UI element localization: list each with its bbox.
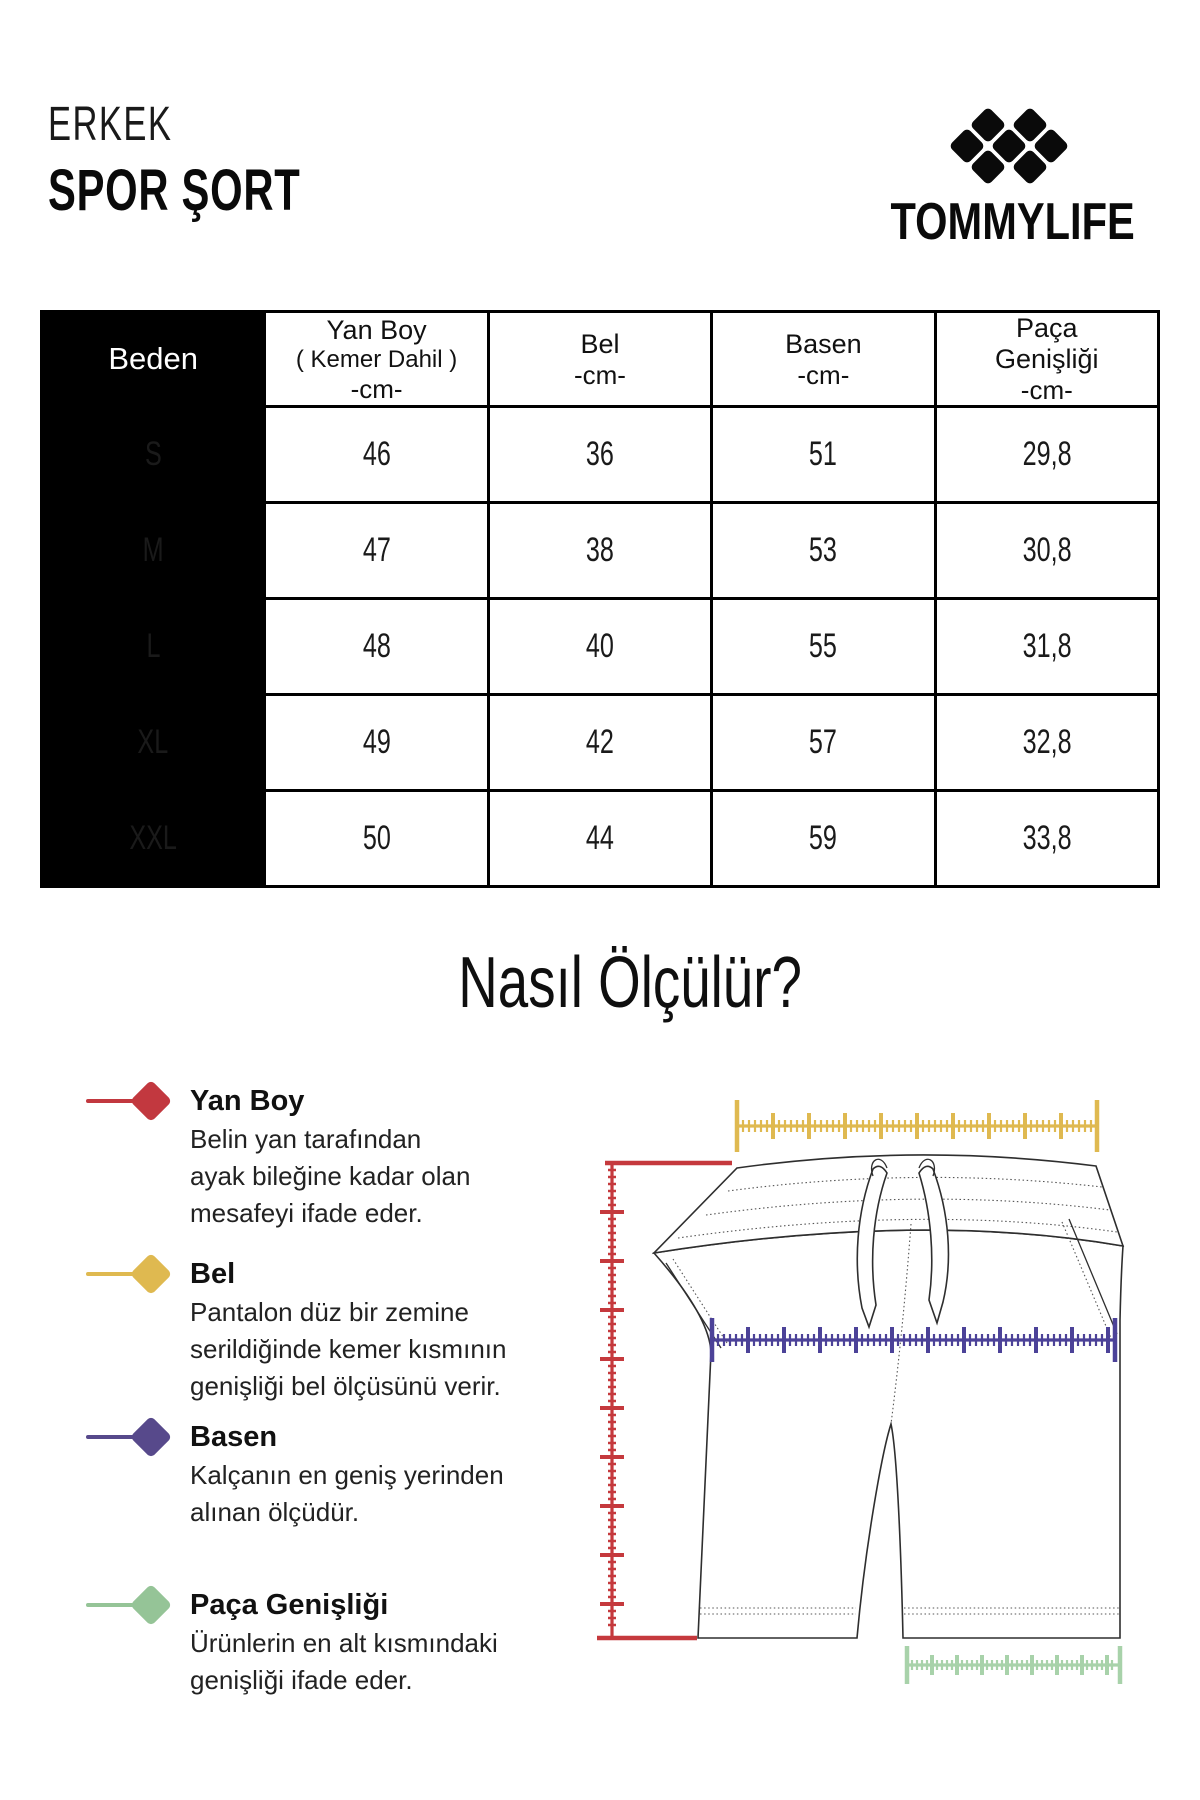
- bel-value: 40: [488, 599, 711, 695]
- paca-value: 32,8: [935, 695, 1158, 791]
- table-row: [42, 599, 1159, 695]
- bel-diamond-icon: [86, 1259, 196, 1289]
- size-label: L: [42, 599, 265, 695]
- basen-value: 51: [712, 407, 935, 503]
- table-row: [42, 791, 1159, 887]
- yan-boy-value: 48: [265, 599, 488, 695]
- col-basen: Basen -cm-: [712, 312, 935, 407]
- legend-item-basen: Basen Kalçanın en geniş yerinden alınan ölçüdür.: [62, 1417, 532, 1531]
- bel-value: 36: [488, 407, 711, 503]
- size-label: XXL: [42, 791, 265, 887]
- yan-boy-value: 50: [265, 791, 488, 887]
- paca-value: 30,8: [935, 503, 1158, 599]
- basen-value: 55: [712, 599, 935, 695]
- table-row: [42, 695, 1159, 791]
- col-paca-genisligi: Paça Genişliği -cm-: [935, 312, 1158, 407]
- basen-value: 57: [712, 695, 935, 791]
- brand-name: TOMMYLIFE: [890, 193, 1135, 251]
- page-titles: [48, 96, 399, 224]
- paca-value: 29,8: [935, 407, 1158, 503]
- shorts-diagram: [520, 1080, 1160, 1720]
- basen-diamond-icon: [86, 1422, 196, 1452]
- yan-boy-diamond-icon: [86, 1086, 196, 1116]
- yan-boy-value: 46: [265, 407, 488, 503]
- legend-item-bel: Bel Pantalon düz bir zemine serildiğinde kemer kısmının genişliği bel ölçüsünü verir.: [62, 1254, 532, 1405]
- basen-value: 59: [712, 791, 935, 887]
- yan-boy-value: 47: [265, 503, 488, 599]
- col-beden: Beden: [42, 312, 265, 407]
- paca-value: 31,8: [935, 599, 1158, 695]
- table-row: [42, 503, 1159, 599]
- paca-genisligi-ruler: [907, 1646, 1120, 1684]
- col-bel: Bel -cm-: [488, 312, 711, 407]
- table-row: [42, 407, 1159, 503]
- table-header-row: [42, 312, 1159, 407]
- paca-value: 33,8: [935, 791, 1158, 887]
- size-label: XL: [42, 695, 265, 791]
- size-label: M: [42, 503, 265, 599]
- legend-item-yan-boy: Yan Boy Belin yan tarafından ayak bileğine kadar olan mesafeyi ifade eder.: [62, 1081, 532, 1232]
- bel-value: 44: [488, 791, 711, 887]
- bel-ruler: [737, 1100, 1097, 1152]
- category-title: ERKEK: [48, 98, 173, 151]
- paca-diamond-icon: [86, 1590, 196, 1620]
- legend-item-paca-genisligi: Paça Genişliği Ürünlerin en alt kısmındaki genişliği ifade eder.: [62, 1585, 532, 1699]
- yan-boy-value: 49: [265, 695, 488, 791]
- bel-value: 42: [488, 695, 711, 791]
- logo-diamonds-icon: [950, 100, 1070, 192]
- col-yan-boy: Yan Boy ( Kemer Dahil ) -cm-: [265, 312, 488, 407]
- bel-value: 38: [488, 503, 711, 599]
- shorts-body: [654, 1230, 1123, 1638]
- basen-value: 53: [712, 503, 935, 599]
- how-to-title: Nasıl Ölçülür?: [458, 943, 802, 1023]
- measurement-legend: [62, 1081, 532, 1699]
- product-title: SPOR ŞORT: [48, 158, 301, 223]
- size-table: [40, 310, 1160, 888]
- size-label: S: [42, 407, 265, 503]
- brand-logo: [860, 96, 1160, 266]
